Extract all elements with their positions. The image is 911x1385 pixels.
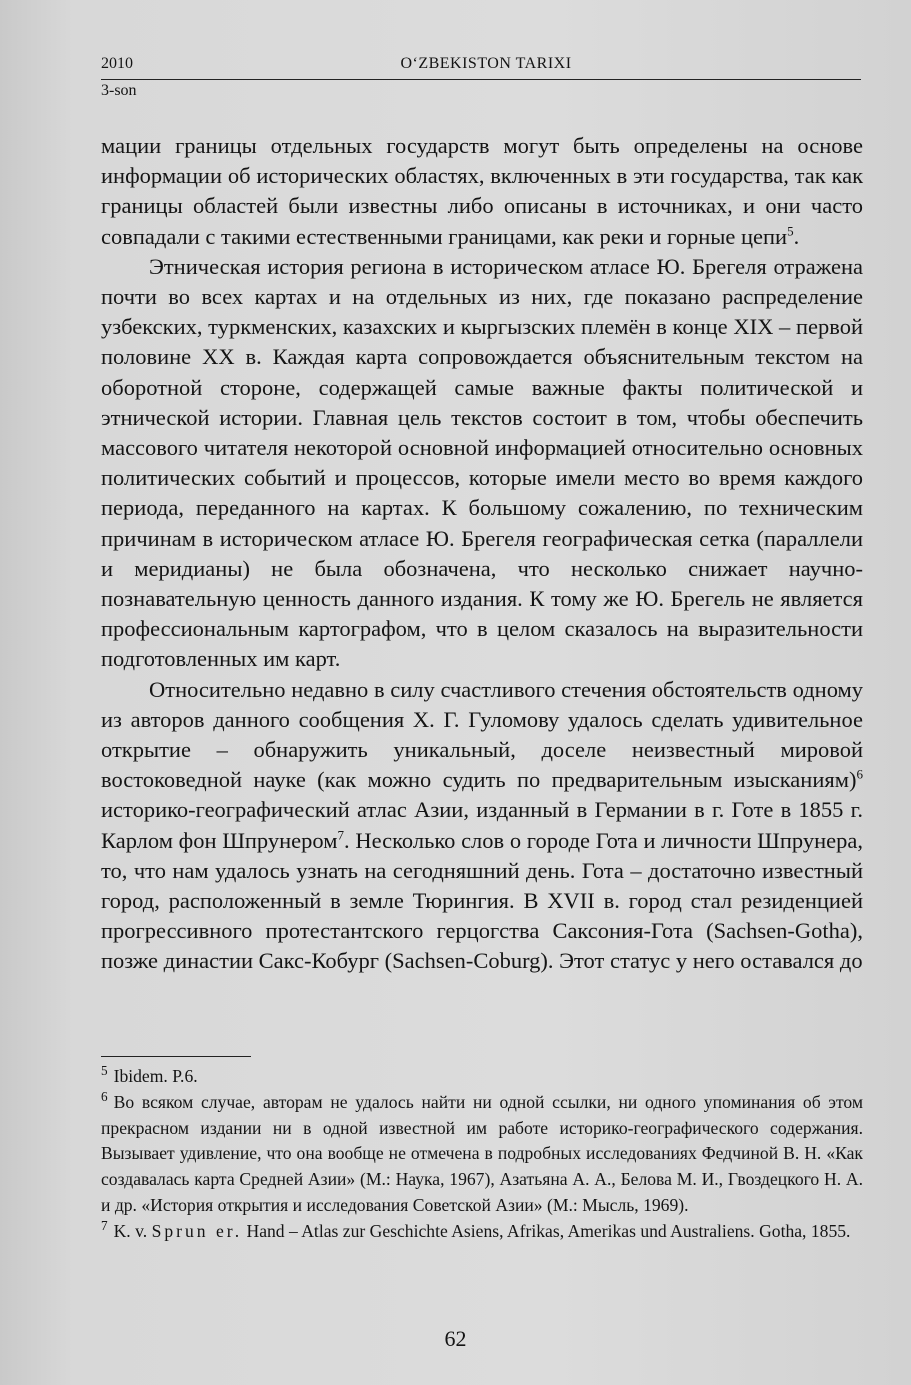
footnote-ref-7[interactable]: 7: [337, 827, 345, 843]
header-issue: 3-son: [101, 82, 137, 99]
footnotes: [101, 1064, 863, 1245]
footnote-ref-6[interactable]: 6: [856, 766, 863, 782]
paragraph-1: [101, 131, 863, 252]
paragraph-1-text: мации границы отдельных государств могут быть определены на основе информации об исторических областях, включенных в эти государства, так как границы областей были известны либо описаны в источниках, и они часто совпадали с такими естественными границами, как реки и горные цепи: [101, 133, 863, 249]
header-journal-title: O‘ZBEKISTON TARIXI: [400, 55, 572, 72]
paragraph-2: Этническая история региона в историческом атласе Ю. Брегеля отражена почти во всех картах и на отдельных из них, где показано распределение узбекских, туркменских, казахских и кыргызских племён в конце XIX – первой половине XX в. Каждая карта сопровождается объяснительным текстом на оборотной стороне, содержащей самые важные факты политической и этнической истории. Главная цель текстов состоит в том, чтобы обеспечить массового читателя некоторой основной информацией относительно основных политических событий и процессов, которые имели место во время каждого периода, переданного на картах. К большому сожалению, по техническим причинам в историческом атласе Ю. Брегеля географическая сетка (параллели и меридианы) не была обозначена, что несколько снижает научно-познавательную ценность данного издания. К тому же Ю. Брегель не является профессиональным картографом, что в целом сказалось на выразительности подготовленных им карт.: [101, 253, 863, 672]
paragraph-3: [101, 675, 863, 977]
header-year: 2010: [101, 55, 133, 72]
header-rule: [101, 79, 861, 80]
footnote-text: Ibidem. P.6.: [113, 1066, 198, 1086]
paragraph-3-part-c: . Несколько слов о городе Гота и личности Шпрунера, то, что нам удалось узнать на сегодняшний день. Гота – достаточно известный город, расположенный в земле Тюрингия. В XVII в. город стал резиденцией прогрессивного протестантского герцогства Саксония-Гота (Sachsen-Gotha), позже династии Сакс-Кобург (Sachsen-Coburg). Этот статус у него оставался до: [101, 827, 864, 974]
paragraph-1-end: .: [793, 223, 800, 249]
footnote-number: 7: [101, 1217, 108, 1233]
body-text: [101, 131, 863, 977]
footnote-6: [101, 1090, 863, 1219]
footnote-ref-5[interactable]: 5: [787, 223, 794, 239]
footnote-separator: [101, 1056, 251, 1057]
footnote-number: 5: [101, 1063, 108, 1079]
footnote-author-surname: Sprun er.: [151, 1220, 243, 1241]
page-number: 62: [444, 1326, 467, 1351]
footnote-5: [101, 1064, 863, 1090]
paragraph-3-part-a: Относительно недавно в силу счастливого стечения обстоятельств одному из авторов данного сообщения Х. Г. Гуломову удалось сделать удивительное открытие – обнаружить уникальный, доселе неизвестный мировой востоковедной науке (как можно судить по предварительным изысканиям): [101, 676, 863, 793]
footnote-7: [101, 1219, 863, 1245]
footnote-author-prefix: K. v.: [113, 1220, 152, 1241]
footnote-text: Во всяком случае, авторам не удалось найти ни одной ссылки, ни одного упоминания об этом прекрасном издании ни в одной известной им работе историко-географического содержания. Вызывает удивление, что она вообще не отмечена в подробных исследованиях Федчиной В. Н. «Как создавалась карта Средней Азии» (М.: Наука, 1967), Азатьяна А. А., Белова М. И., Гвоздецкого Н. А. и др. «История открытия и исследования Советской Азии» (М.: Мысль, 1969).: [101, 1091, 863, 1215]
footnote-number: 6: [101, 1088, 108, 1104]
paragraph-3-part-b: историко-географический атлас Азии, изданный в Германии в г. Готе в 1855 г. Карлом фон Шпрунером: [101, 797, 863, 853]
footnote-text: Hand – Atlas zur Geschichte Asiens, Afrikas, Amerikas und Australiens. Gotha, 1855.: [242, 1220, 851, 1241]
